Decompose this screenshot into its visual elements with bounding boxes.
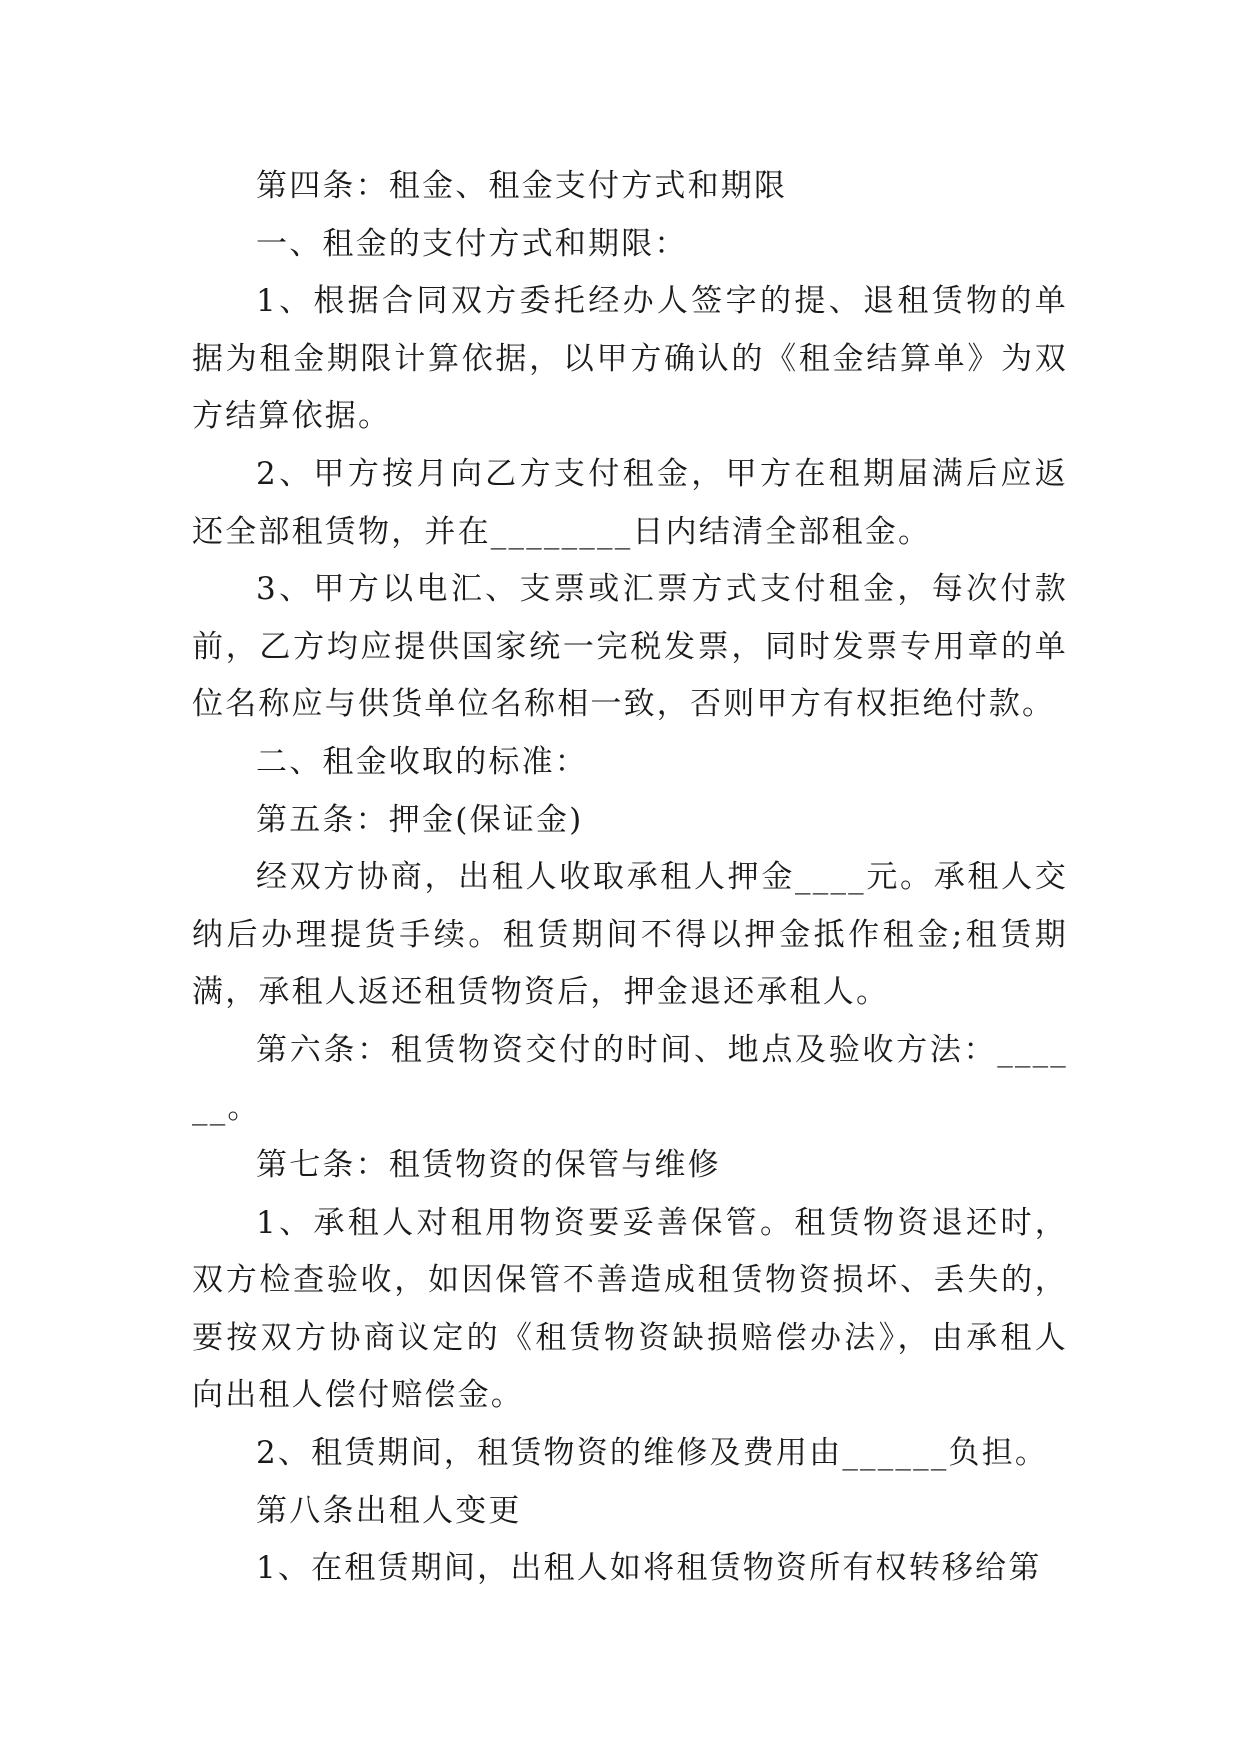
clause-paragraph: 2、甲方按月向乙方支付租金，甲方在租期届满后应返还全部租赁物，并在________日内结清全部租金。 [192, 455, 1068, 550]
article-7-heading: 第七条：租赁物资的保管与维修 [256, 1147, 721, 1184]
article-4-heading: 第四条：租金、租金支付方式和期限 [256, 168, 788, 204]
section-payment-method-heading: 一、租金的支付方式和期限： [256, 225, 688, 262]
article-6-heading: 第六条：租赁物资交付的时间、地点及验收方法：______。 [192, 1031, 1068, 1126]
article-5-heading: 第五条：押金(保证金) [256, 801, 584, 838]
clause-paragraph: 3、甲方以电汇、支票或汇票方式支付租金，每次付款前，乙方均应提供国家统一完税发票，同时发票专用章的单位名称应与供货单位名称相一致，否则甲方有权拒绝付款。 [192, 571, 1068, 723]
clause-paragraph: 1、承租人对租用物资要妥善保管。租赁物资退还时，双方检查验收，如因保管不善造成租赁物资损坏、丢失的，要按双方协商议定的《租赁物资缺损赔偿办法》，由承租人向出租人偿付赔偿金。 [192, 1204, 1068, 1414]
clause-paragraph: 1、在租赁期间，出租人如将租赁物资所有权转移给第 [256, 1550, 1042, 1587]
article-8-heading: 第八条出租人变更 [256, 1492, 522, 1529]
section-rent-standard-heading: 二、租金收取的标准： [256, 743, 588, 780]
clause-paragraph: 经双方协商，出租人收取承租人押金____元。承租人交纳后办理提货手续。租赁期间不得以押金抵作租金;租赁期满，承租人返还租赁物资后，押金退还承租人。 [192, 859, 1068, 1011]
clause-paragraph: 1、根据合同双方委托经办人签字的提、退租赁物的单据为租金期限计算依据，以甲方确认的《租金结算单》为双方结算依据。 [192, 283, 1068, 435]
document-body [192, 158, 1068, 1598]
clause-paragraph: 2、租赁期间，租赁物资的维修及费用由______负担。 [256, 1435, 1049, 1472]
